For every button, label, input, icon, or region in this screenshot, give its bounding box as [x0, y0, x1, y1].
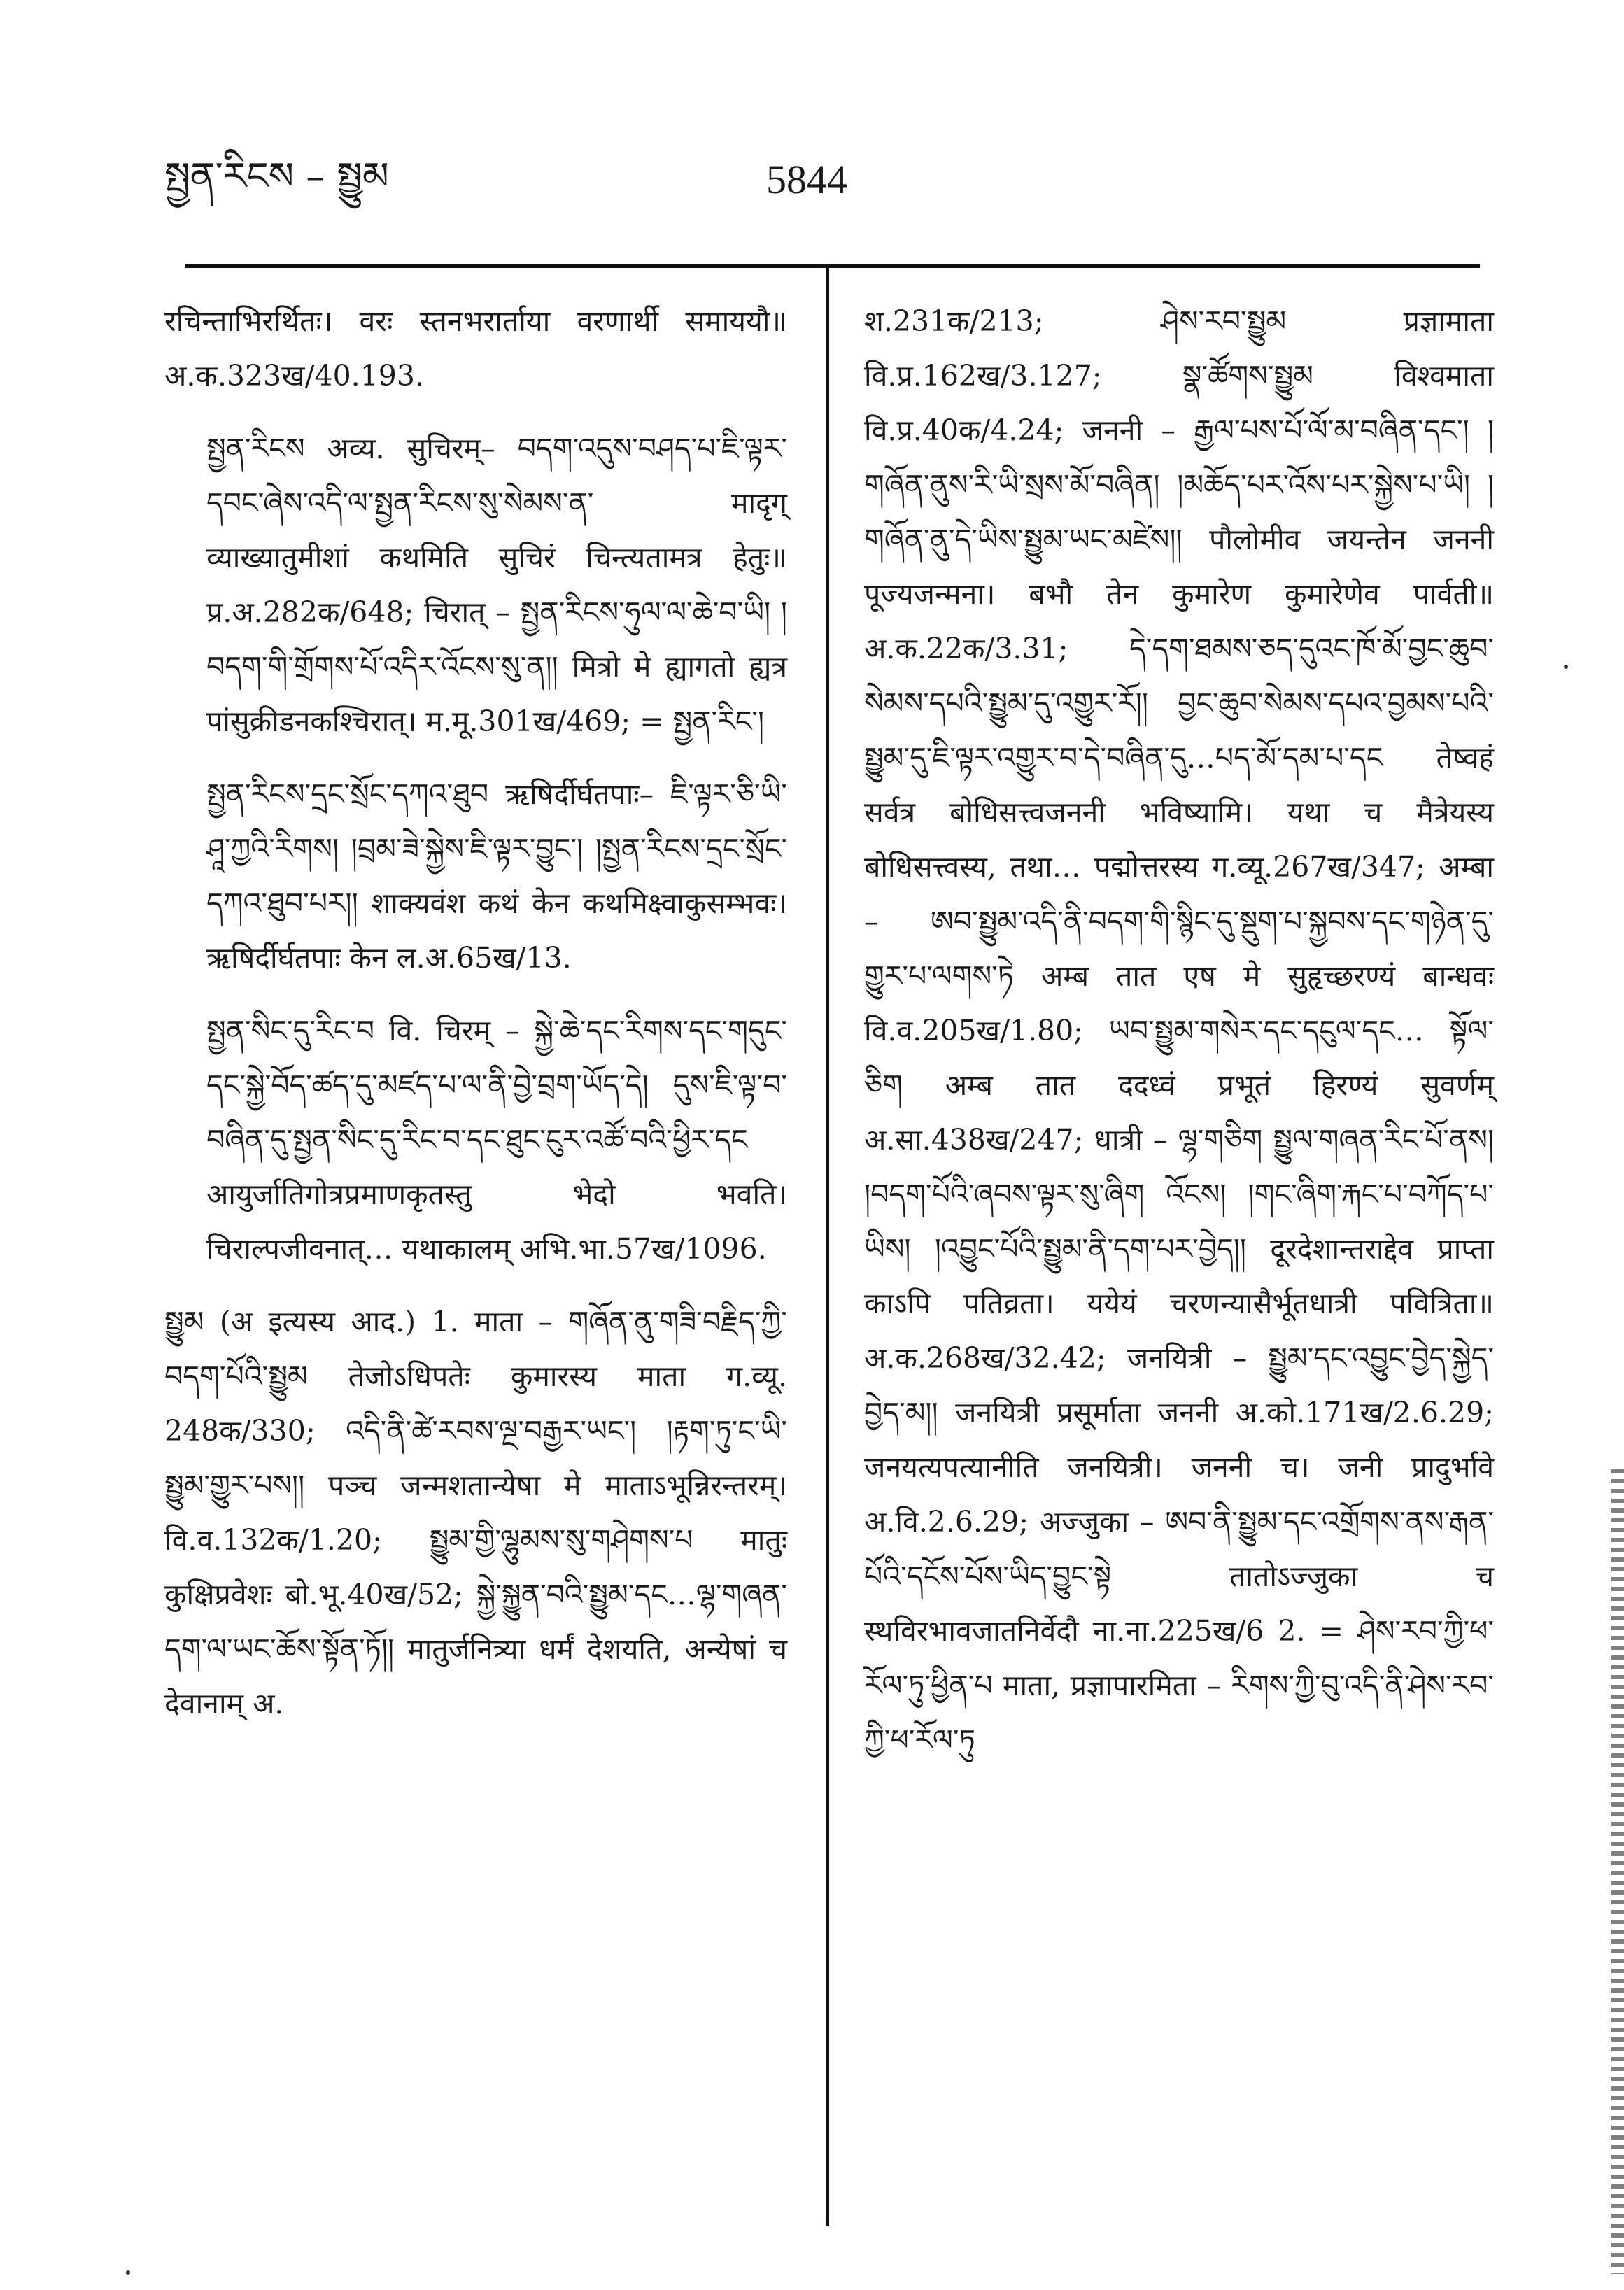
entry-text: སྤྱུམ (अ इत्यस्य आद.) 1. माता – གཞོན་ནུ་གཟི་བརྗིད་ཀྱི་བདག་པོའི་སྤྱུམ तेजोऽधिपतेः कुमारस्य माता ग.व्यू. 248क/330; འདི་ནི་ཚེ་རབས་ལྔ་བརྒྱར་ཡང་། །རྟག་ཏུ་ང་ཡི་སྤྱུམ་གྱུར་པས།། पञ्च जन्मशतान्येषा मे माताऽभून्निरन्तरम्। वि.व.132क/1.20; སྤྱུམ་གྱི་ལྷུམས་སུ་གཤེགས་པ मातुः कुक्षिप्रवेशः बो.भू.40ख/52; སྐྱེ་སྐྱུན་བའི་སྤྱུམ་དང…ལྷ་གཞན་དག་ལ་ཡང་ཆོས་སྟོན་ཏོ།། मातुर्जनित्र्या धर्मं देशयति, अन्येषां च देवानाम् अ.	[164, 1305, 787, 1720]
dictionary-entry	[164, 1003, 787, 1276]
running-head: སྤྱན་རིངས – སྤྱུམ	[164, 154, 389, 198]
dictionary-entry	[164, 767, 787, 985]
entry-text: སྤྱན་རིངས་དྲང་སྲོང་དཀའ་ཐུབ ऋषिर्दीर्घतपाः– ཇི་ལྟར་ཅི་ཡི་ཤཱ་ཀྱའི་རིགས། །བྲམ་ཟེ་སྐྱེས་ཇི་ལྟར་བྱུང་། །སྤྱན་རིངས་དྲང་སྲོང་དཀའ་ཐུབ་པར།། शाक्यवंश कथं केन कथमिक्ष्वाकुसम्भवः। ऋषिर्दीर्घतपाः केन ल.अ.65ख/13.	[206, 777, 787, 975]
dictionary-entry	[164, 421, 787, 749]
header-rule	[185, 264, 1480, 268]
page-number: 5844	[766, 157, 847, 202]
entry-text: སྤྱན་རིངས अव्य. सुचिरम्– བདག་འདུས་བཤད་པ་ཇི་ལྟར་དབང་ཞེས་འདི་ལ་སྤྱན་རིངས་སུ་སེམས་ན་ मादृग् व्याख्यातुमीशां कथमिति सुचिरं चिन्त्यतामत्र हेतुः॥ प्र.अ.282क/648; चिरात् – སྤྱན་རིངས་ཧུལ་ལ་ཆེ་བ་ཡི། །བདག་གི་གྲོགས་པོ་འདིར་འོངས་སུ་ན།། मित्रो मे ह्यागतो ह्यत्र पांसुक्रीडनकश्चिरात्। म.मू.301ख/469; = སྤྱན་རིང་།	[206, 432, 787, 738]
scan-speck	[1564, 665, 1568, 669]
entry-continuation: श.231क/213; ཤེས་རབ་སྤྱུམ प्रज्ञामाता वि.प्र.162ख/3.127; སྣ་ཚོགས་སྤྱུམ विश्वमाता वि.प्र.40क/4.24; जननी – རྒྱལ་པས་པོ་ལོ་མ་བཞིན་དང་། །གཞོན་ནུས་རི་ཡི་སྲས་མོ་བཞིན། །མཆོད་པར་འོས་པར་སྐྱེས་པ་ཡི། །གཞོན་ནུ་དེ་ཡིས་སྤྱུམ་ཡང་མཛེས།། पौलोमीव जयन्तेन जननी पूज्यजन्मना। बभौ तेन कुमारेण कुमारेणेव पार्वती॥ अ.क.22क/3.31; དེ་དག་ཐམས་ཅད་དུའང་ཁོ་མོ་བྱང་ཆུབ་སེམས་དཔའི་སྤྱུམ་དུ་འགྱུར་རོ།། བྱང་ཆུབ་སེམས་དཔའ་བྱམས་པའི་སྤྱུམ་དུ་ཇི་ལྟར་འགྱུར་བ་དེ་བཞིན་དུ…པད་མོ་དམ་པ་དང तेष्वहं सर्वत्र बोधिसत्त्वजननी भविष्यामि। यथा च मैत्रेयस्य बोधिसत्त्वस्य, तथा… पद्मोत्तरस्य ग.व्यू.267ख/347; अम्बा – ཨབ་སྤྱུམ་འདི་ནི་བདག་གི་སྙིང་དུ་སྡུག་པ་སྐྱབས་དང་གཉེན་དུ་གྱུར་པ་ལགས་ཏེ अम्ब तात एष मे सुहृच्छरण्यं बान्धवः वि.व.205ख/1.80; ཡབ་སྤྱུམ་གསེར་དང་དངུལ་དང… སྟོལ་ཅིག अम्ब तात ददध्वं प्रभूतं हिरण्यं सुवर्णम् अ.सा.438ख/247; धात्री – ལྷ་གཅིག སྤྱུལ་གཞན་རིང་པོ་ནས། །བདག་པོའི་ཞབས་ལྟར་སུ་ཞིག འོངས། །གང་ཞིག་རྐང་པ་བཀོད་པ་ཡིས། །འབྱུང་པོའི་སྤྱུམ་ནི་དག་པར་བྱེད།། दूरदेशान्तराद्देव प्राप्ता काऽपि पतिव्रता। ययेयं चरणन्यासैर्भूतधात्री पवित्रिता॥ अ.क.268ख/32.42; जनयित्री – སྤྱུམ་དང་འབྱུང་བྱེད་སྐྱེད་བྱེད་མ།། जनयित्री प्रसूर्माता जननी अ.को.171ख/2.6.29; जनयत्यपत्यानीति जनयित्री। जननी च। जनी प्रादुर्भावे अ.वि.2.6.29; अज्जुका – ཨབ་ནི་སྤྱུམ་དང་འགྲོགས་ནས་རྒན་པོའི་དངོས་པོས་ཡིད་བྱུང་སྟེ तातोऽज्जुका च स्थविरभावजातनिर्वेदौ ना.ना.225ख/6 2. = ཤེས་རབ་ཀྱི་ཕ་རོལ་ཏུ་ཕྱིན་པ माता, प्रज्ञापारमिता – རིགས་ཀྱི་བུ་འདི་ནི་ཤེས་རབ་ཀྱི་ཕ་རོལ་ཏུ	[864, 304, 1494, 1757]
scan-edge-marks	[1611, 1469, 1624, 2274]
entry-continuation: रचिन्ताभिरर्थितः। वरः स्तनभरार्ताया वरणार्थी समाययौ॥ अ.क.323ख/40.193.	[164, 304, 787, 393]
dictionary-entry	[164, 1294, 787, 1731]
left-column	[164, 294, 787, 1749]
scan-speck	[126, 2270, 130, 2275]
column-divider	[826, 267, 829, 2226]
dictionary-entry	[164, 294, 787, 403]
entry-text: སྤྱན་སིང་དུ་རིང་བ वि. चिरम् – སྐྱེ་ཆེ་དང་རིགས་དང་གདུང་དང་སྐྱེ་བོད་ཚད་དུ་མཛད་པ་ལ་ནི་བྱེ་བྲག་ཡོད་དེ། དུས་ཇི་ལྟ་བ་བཞིན་དུ་སྤྱན་སིང་དུ་རིང་བ་དང་ཐུང་ངུར་འཚོ་བའི་ཕྱིར་དང आयुर्जातिगोत्रप्रमाणकृतस्तु भेदो भवति। चिराल्पजीवनात्… यथाकालम् अभि.भा.57ख/1096.	[206, 1014, 787, 1266]
right-column	[864, 294, 1494, 1786]
dictionary-entry	[864, 294, 1494, 1767]
